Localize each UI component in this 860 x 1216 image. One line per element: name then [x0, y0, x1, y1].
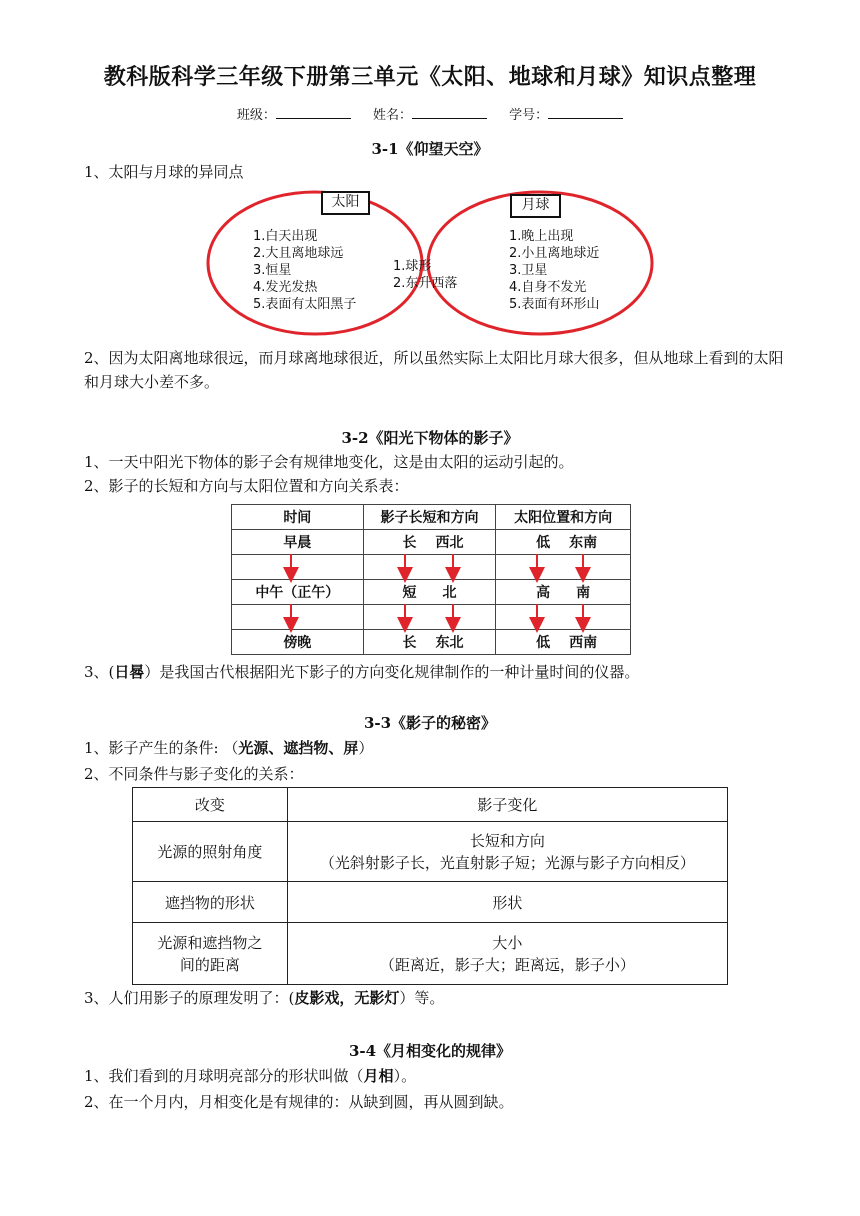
section-heading-3-3: 3-3《影子的秘密》	[363, 714, 497, 732]
header-cell: 时间	[232, 505, 364, 530]
table-row-morning	[232, 530, 631, 555]
student-info	[0, 104, 860, 123]
section-heading-3-4: 3-4《月相变化的规律》	[348, 1042, 512, 1060]
time-cell: 中午（正午）	[232, 580, 364, 605]
common-item: 1.球形	[393, 259, 432, 274]
answer-moon-phase: 月相	[363, 1067, 394, 1085]
name-label: 姓名：	[372, 108, 412, 123]
shadow-length: 长	[402, 635, 417, 651]
sun-height: 高	[536, 585, 551, 601]
s4-item2: 2、在一个月内，月相变化是有规律的：从缺到圆，再从圆到缺。	[84, 1093, 514, 1111]
table-header-row	[232, 505, 631, 530]
text: ）	[358, 739, 374, 757]
moon-item: 4.自身不发光	[509, 280, 587, 295]
class-blank[interactable]	[276, 106, 351, 119]
shadow-cell	[363, 630, 496, 655]
number-label: 学号：	[509, 108, 549, 123]
table-header-row	[133, 788, 728, 822]
header-cell: 改变	[133, 788, 288, 822]
condition-cell	[133, 923, 288, 985]
header-cell: 影子变化	[287, 788, 727, 822]
sun-cell	[496, 580, 631, 605]
sun-direction: 南	[576, 585, 591, 601]
answer-sundial: 日晷	[114, 663, 145, 681]
sun-items	[253, 228, 356, 313]
change-note: （距离近，影子大；距离远，影子小）	[379, 955, 635, 974]
moon-item: 1.晚上出现	[509, 229, 574, 244]
time-cell: 傍晚	[232, 630, 364, 655]
table-row-noon	[232, 580, 631, 605]
sun-item: 5.表面有太阳黑子	[253, 297, 357, 312]
text: 1、影子产生的条件: （	[84, 739, 239, 757]
shadow-sun-table	[231, 504, 631, 655]
change-cell: 形状	[287, 882, 727, 923]
shadow-cell	[363, 530, 496, 555]
moon-items	[509, 228, 599, 313]
shadow-sun-table-wrap	[231, 504, 631, 653]
sun-item: 2.大且离地球远	[253, 246, 344, 261]
table-row-spacer	[232, 555, 631, 580]
text: ）是我国古代根据阳光下影子的方向变化规律制作的一种计量时间的仪器。	[144, 663, 640, 681]
s1-item2: 2、因为太阳离地球很远，而月球离地球很近，所以虽然实际上太阳比月球大很多，但从地球上看到的太阳和月球大小差不多。	[84, 349, 784, 391]
section-heading-3-1: 3-1《仰望天空》	[371, 140, 489, 158]
text: 1、我们看到的月球明亮部分的形状叫做（	[84, 1067, 364, 1085]
shadow-length: 长	[402, 535, 417, 551]
sun-height: 低	[536, 635, 551, 651]
change-text: 长短和方向	[469, 831, 545, 850]
table-row	[133, 822, 728, 882]
change-text: 大小	[492, 933, 523, 952]
text: 3、(	[84, 663, 115, 681]
s2-item2: 2、影子的长短和方向与太阳位置和方向关系表：	[84, 477, 409, 495]
condition-table	[132, 787, 728, 985]
moon-item: 5.表面有环形山	[509, 297, 600, 312]
condition-cell: 遮挡物的形状	[133, 882, 288, 923]
s3-item3	[84, 986, 784, 1010]
header-cell: 影子长短和方向	[363, 505, 496, 530]
text: ）等。	[399, 989, 445, 1007]
number-blank[interactable]	[548, 106, 623, 119]
name-blank[interactable]	[412, 106, 487, 119]
sun-direction: 西南	[569, 635, 598, 651]
s4-item1	[84, 1064, 784, 1088]
moon-item: 3.卫星	[509, 263, 548, 278]
s2-item3	[84, 660, 784, 684]
text: 3、人们用影子的原理发明了：(	[84, 989, 295, 1007]
table-row	[133, 923, 728, 985]
condition-line: 间的距离	[179, 955, 240, 974]
condition-cell: 光源的照射角度	[133, 822, 288, 882]
sun-cell	[496, 530, 631, 555]
sun-cell	[496, 630, 631, 655]
shadow-length: 短	[402, 585, 417, 601]
answer-conditions: 光源、遮挡物、屏	[238, 739, 359, 757]
table-row-evening	[232, 630, 631, 655]
page-title: 教科版科学三年级下册第三单元《太阳、地球和月球》知识点整理	[103, 65, 757, 90]
s3-item2: 2、不同条件与影子变化的关系：	[84, 765, 304, 783]
condition-line: 光源和遮挡物之	[157, 933, 263, 952]
common-items	[393, 258, 457, 292]
shadow-cell	[363, 580, 496, 605]
sun-direction: 东南	[569, 535, 598, 551]
sun-item: 3.恒星	[253, 263, 292, 278]
shadow-direction: 西北	[435, 535, 464, 551]
sun-height: 低	[536, 535, 551, 551]
header-cell: 太阳位置和方向	[496, 505, 631, 530]
shadow-direction: 东北	[435, 635, 464, 651]
moon-label: 月球	[521, 197, 550, 213]
change-cell	[287, 822, 727, 882]
s1-item1: 1、太阳与月球的异同点	[84, 163, 244, 181]
shadow-direction: 北	[442, 585, 457, 601]
s3-item1	[84, 736, 784, 760]
moon-item: 2.小且离地球近	[509, 246, 600, 261]
section-heading-3-2: 3-2《阳光下物体的影子》	[341, 429, 519, 447]
sun-item: 4.发光发热	[253, 280, 318, 295]
table-row	[133, 882, 728, 923]
answer-inventions: 皮影戏，无影灯	[294, 989, 400, 1007]
table-row-spacer	[232, 605, 631, 630]
common-item: 2.东升西落	[393, 276, 458, 291]
sun-item: 1.白天出现	[253, 229, 318, 244]
time-cell: 早晨	[232, 530, 364, 555]
change-note: （光斜射影子长，光直射影子短；光源与影子方向相反）	[319, 853, 695, 872]
s2-item1: 1、一天中阳光下物体的影子会有规律地变化，这是由太阳的运动引起的。	[84, 453, 574, 471]
venn-diagram	[205, 186, 655, 342]
text: ）。	[393, 1067, 417, 1085]
sun-label: 太阳	[331, 194, 360, 210]
change-cell	[287, 923, 727, 985]
class-label: 班级：	[236, 108, 276, 123]
